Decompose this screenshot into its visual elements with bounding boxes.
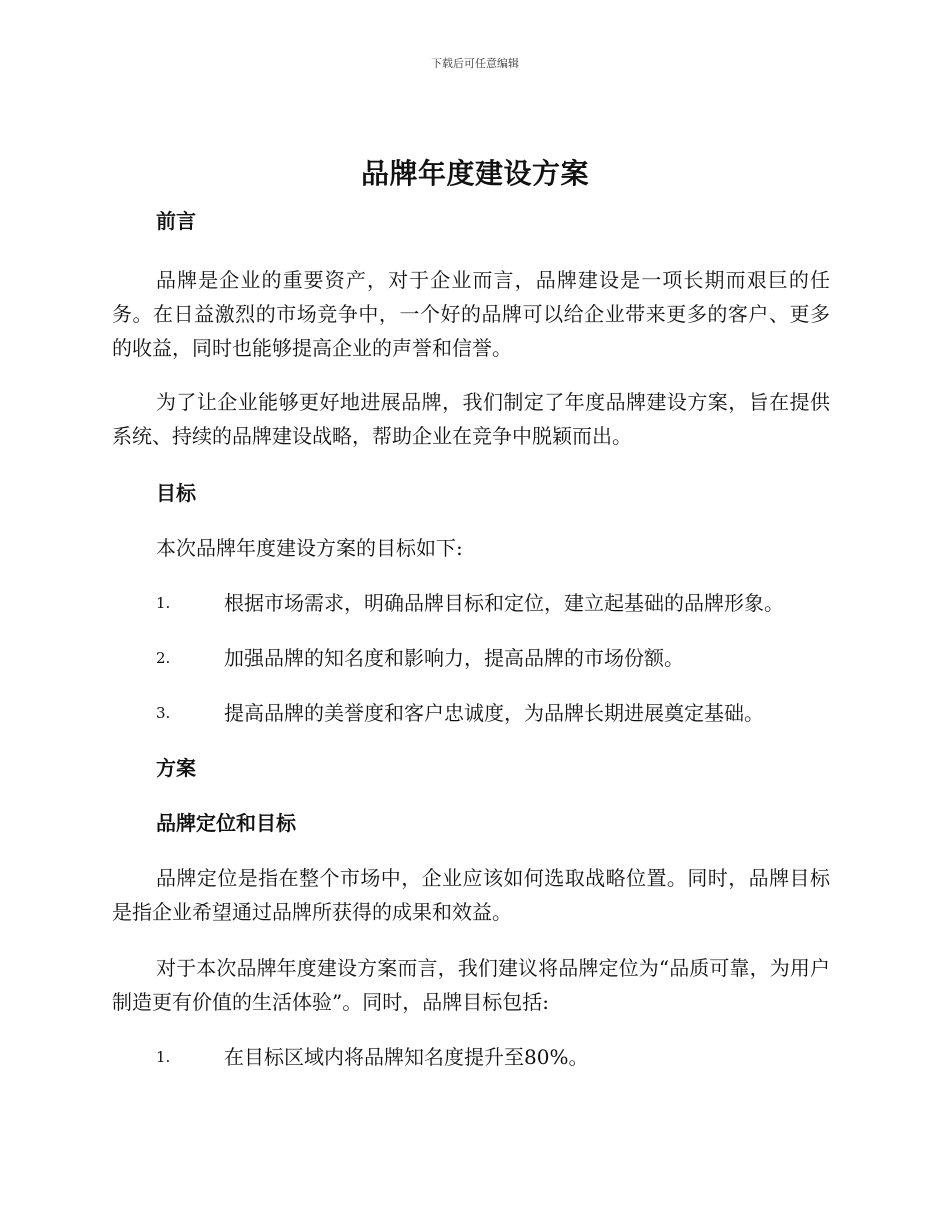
list-number: 1. xyxy=(156,594,171,612)
list-number: 1. xyxy=(156,1048,171,1066)
list-number: 2. xyxy=(156,649,171,667)
preface-paragraph-2: 为了让企业能够更好地进展品牌，我们制定了年度品牌建设方案，旨在提供系统、持续的品牌建设战略，帮助企业在竞争中脱颖而出。 xyxy=(112,390,830,448)
section-heading-preface: 前言 xyxy=(156,209,196,233)
list-text: 提高品牌的美誉度和客户忠诚度，为品牌长期进展奠定基础。 xyxy=(224,701,764,725)
list-number: 3. xyxy=(156,704,171,722)
document-body xyxy=(112,205,830,1073)
plan-paragraph-2: 对于本次品牌年度建设方案而言，我们建议将品牌定位为“品质可靠，为用户制造更有价值的生活体验”。同时，品牌目标包括: xyxy=(112,956,830,1014)
goals-intro: 本次品牌年度建设方案的目标如下: xyxy=(156,536,463,560)
header-note: 下载后可任意编辑 xyxy=(431,57,519,70)
list-item xyxy=(112,642,830,674)
document-title: 品牌年度建设方案 xyxy=(360,157,589,190)
preface-paragraph-1: 品牌是企业的重要资产，对于企业而言，品牌建设是一项长期而艰巨的任务。在日益激烈的市场竞争中，一个好的品牌可以给企业带来更多的客户、更多的收益，同时也能够提高企业的声誉和信誉。 xyxy=(112,268,830,360)
plan-paragraph-1: 品牌定位是指在整个市场中，企业应该如何选取战略位置。同时，品牌目标是指企业希望通过品牌所获得的成果和效益。 xyxy=(112,866,830,924)
list-item xyxy=(112,587,830,619)
list-text: 在目标区域内将品牌知名度提升至80%。 xyxy=(224,1045,589,1069)
section-heading-plan: 方案 xyxy=(156,756,196,780)
subheading-positioning: 品牌定位和目标 xyxy=(156,811,296,835)
goals-list xyxy=(112,587,830,729)
list-text: 加强品牌的知名度和影响力，提高品牌的市场份额。 xyxy=(224,646,684,670)
list-item xyxy=(112,1041,830,1073)
list-item xyxy=(112,697,830,729)
plan-goals-list xyxy=(112,1041,830,1073)
section-heading-goals: 目标 xyxy=(156,481,196,505)
list-text: 根据市场需求，明确品牌目标和定位，建立起基础的品牌形象。 xyxy=(224,591,784,615)
